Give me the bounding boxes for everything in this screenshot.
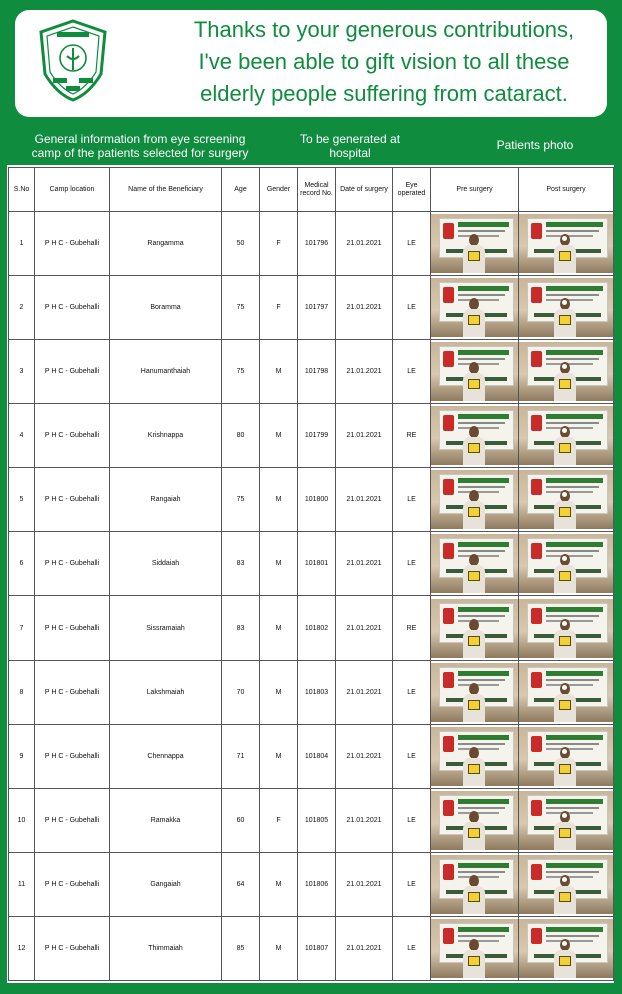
patient-photo-image (519, 278, 613, 337)
banner-text2 (546, 427, 593, 429)
cell-camp-location: P H C - Gubehalli (35, 916, 110, 980)
eye-patch (562, 685, 567, 690)
banner-title (458, 286, 509, 291)
cell-age: 60 (222, 788, 260, 852)
banner-seal (531, 928, 542, 944)
name-placard (468, 636, 480, 646)
caption-hospital: To be generated at hospital (299, 132, 401, 160)
pre-surgery-photo (431, 916, 519, 980)
cell-gender: M (260, 916, 298, 980)
banner-seal (531, 351, 542, 367)
header-post-surgery: Post surgery (519, 168, 614, 212)
patient-photo-image (519, 791, 613, 850)
cell-camp-location: P H C - Gubehalli (35, 532, 110, 596)
banner-title (546, 286, 603, 291)
cell-date-of-surgery: 21.01.2021 (336, 468, 393, 532)
cell-camp-location: P H C - Gubehalli (35, 404, 110, 468)
cell-gender: M (260, 852, 298, 916)
cell-gender: F (260, 788, 298, 852)
cell-beneficiary-name: Thimmaiah (110, 916, 222, 980)
banner-seal (531, 415, 542, 431)
cell-beneficiary-name: Rangamma (110, 212, 222, 276)
cell-eye-operated: RE (393, 404, 431, 468)
patient-photo-image (431, 919, 518, 978)
post-surgery-photo (519, 212, 614, 276)
pre-surgery-photo (431, 468, 519, 532)
thanks-line-2: I've been able to gift vision to all these (198, 49, 570, 74)
cell-age: 85 (222, 916, 260, 980)
cell-beneficiary-name: Chennappa (110, 724, 222, 788)
cell-medical-record: 101802 (298, 596, 336, 660)
banner-text1 (458, 486, 505, 488)
header-banner (15, 10, 607, 117)
banner-title (546, 607, 603, 612)
banner-seal (443, 543, 454, 559)
cell-camp-location: P H C - Gubehalli (35, 596, 110, 660)
cell-gender: F (260, 276, 298, 340)
post-surgery-photo (519, 532, 614, 596)
pre-surgery-photo (431, 532, 519, 596)
patient-head (469, 683, 479, 695)
table-row (9, 532, 614, 596)
banner-seal (531, 543, 542, 559)
banner-title (458, 350, 509, 355)
name-placard (468, 764, 480, 774)
cell-date-of-surgery: 21.01.2021 (336, 660, 393, 724)
table-row (9, 916, 614, 980)
cell-age: 75 (222, 340, 260, 404)
patient-photo-image (431, 406, 518, 465)
patients-table (8, 167, 614, 981)
cell-beneficiary-name: Boramma (110, 276, 222, 340)
name-placard (559, 443, 571, 453)
banner-text2 (546, 876, 593, 878)
cell-sno: 2 (9, 276, 35, 340)
name-placard (559, 892, 571, 902)
name-placard (559, 379, 571, 389)
patient-photo-image (519, 470, 613, 529)
patient-photo-image (431, 214, 518, 273)
banner-seal (531, 736, 542, 752)
banner-seal (443, 928, 454, 944)
banner-title (546, 735, 603, 740)
banner-text1 (546, 743, 599, 745)
cell-beneficiary-name: Siddaiah (110, 532, 222, 596)
cell-gender: M (260, 404, 298, 468)
banner-text1 (546, 679, 599, 681)
banner-title (546, 799, 603, 804)
banner-seal (443, 864, 454, 880)
banner-title (458, 478, 509, 483)
name-placard (559, 636, 571, 646)
banner-seal (443, 415, 454, 431)
cell-eye-operated: LE (393, 340, 431, 404)
banner-seal (443, 800, 454, 816)
patient-photo-image (519, 599, 613, 658)
name-placard (468, 443, 480, 453)
patient-photo-image (431, 470, 518, 529)
patient-photo-image (519, 663, 613, 722)
cell-age: 71 (222, 724, 260, 788)
cell-date-of-surgery: 21.01.2021 (336, 404, 393, 468)
cell-beneficiary-name: Lakshmaiah (110, 660, 222, 724)
cell-sno: 11 (9, 852, 35, 916)
post-surgery-photo (519, 468, 614, 532)
cell-eye-operated: LE (393, 660, 431, 724)
post-surgery-photo (519, 852, 614, 916)
name-placard (468, 571, 480, 581)
cell-medical-record: 101798 (298, 340, 336, 404)
cell-sno: 9 (9, 724, 35, 788)
post-surgery-photo (519, 724, 614, 788)
cell-camp-location: P H C - Gubehalli (35, 852, 110, 916)
banner-text1 (546, 358, 599, 360)
cell-eye-operated: LE (393, 724, 431, 788)
banner-seal (443, 736, 454, 752)
table-row (9, 468, 614, 532)
cell-camp-location: P H C - Gubehalli (35, 660, 110, 724)
banner-seal (443, 223, 454, 239)
patients-panel (7, 165, 614, 983)
banner-seal (443, 287, 454, 303)
banner-text2 (546, 620, 593, 622)
cell-gender: M (260, 532, 298, 596)
cell-camp-location: P H C - Gubehalli (35, 468, 110, 532)
banner-text1 (546, 615, 599, 617)
banner-text1 (546, 230, 599, 232)
cell-eye-operated: LE (393, 532, 431, 596)
banner-text1 (458, 550, 505, 552)
banner-text2 (546, 491, 593, 493)
banner-title (458, 671, 509, 676)
cell-medical-record: 101804 (298, 724, 336, 788)
banner-title (458, 414, 509, 419)
pre-surgery-photo (431, 788, 519, 852)
banner-seal (531, 223, 542, 239)
header-beneficiary: Name of the Beneficiary (110, 168, 222, 212)
cell-medical-record: 101796 (298, 212, 336, 276)
cell-eye-operated: LE (393, 788, 431, 852)
banner-title (458, 735, 509, 740)
thanks-line-1: Thanks to your generous contributions, (193, 17, 575, 42)
caption-photos: Patients photo (496, 138, 574, 152)
cell-age: 83 (222, 596, 260, 660)
cell-eye-operated: LE (393, 852, 431, 916)
cell-gender: M (260, 724, 298, 788)
banner-text1 (458, 807, 505, 809)
pre-surgery-photo (431, 212, 519, 276)
name-placard (468, 379, 480, 389)
cell-sno: 8 (9, 660, 35, 724)
banner-text1 (546, 807, 599, 809)
name-placard (559, 828, 571, 838)
banner-text1 (458, 935, 505, 937)
banner-text2 (546, 235, 593, 237)
cell-sno: 5 (9, 468, 35, 532)
banner-seal (531, 287, 542, 303)
banner-text1 (458, 294, 505, 296)
cell-camp-location: P H C - Gubehalli (35, 276, 110, 340)
cell-medical-record: 101800 (298, 468, 336, 532)
cell-age: 50 (222, 212, 260, 276)
banner-seal (443, 479, 454, 495)
name-placard (559, 507, 571, 517)
table-row (9, 404, 614, 468)
banner-text1 (546, 871, 599, 873)
patient-photo-image (431, 278, 518, 337)
cell-sno: 1 (9, 212, 35, 276)
patient-head (469, 811, 479, 823)
patient-head (469, 619, 479, 631)
banner-title (458, 222, 509, 227)
table-row (9, 788, 614, 852)
cell-eye-operated: LE (393, 468, 431, 532)
banner-text1 (546, 550, 599, 552)
cell-age: 64 (222, 852, 260, 916)
name-placard (468, 828, 480, 838)
name-placard (468, 700, 480, 710)
banner-title (458, 607, 509, 612)
cell-medical-record: 101801 (298, 532, 336, 596)
patient-head (469, 747, 479, 759)
banner-text1 (458, 422, 505, 424)
table-row (9, 276, 614, 340)
banner-title (546, 350, 603, 355)
banner-text2 (546, 812, 593, 814)
cell-medical-record: 101806 (298, 852, 336, 916)
post-surgery-photo (519, 404, 614, 468)
cell-age: 70 (222, 660, 260, 724)
cell-medical-record: 101803 (298, 660, 336, 724)
eye-patch (562, 749, 567, 754)
banner-title (546, 671, 603, 676)
table-header-row (9, 168, 614, 212)
banner-text1 (546, 422, 599, 424)
cell-eye-operated: LE (393, 212, 431, 276)
name-placard (559, 251, 571, 261)
header-eye-operated: Eye operated (393, 168, 431, 212)
patient-photo-image (431, 727, 518, 786)
name-placard (468, 251, 480, 261)
cell-camp-location: P H C - Gubehalli (35, 212, 110, 276)
name-placard (559, 315, 571, 325)
caption-general-info: General information from eye screening camp of the patients selected for surgery (31, 132, 249, 160)
banner-seal (443, 351, 454, 367)
banner-text2 (546, 940, 593, 942)
cell-date-of-surgery: 21.01.2021 (336, 788, 393, 852)
cell-eye-operated: RE (393, 596, 431, 660)
name-placard (468, 956, 480, 966)
table-row (9, 724, 614, 788)
cell-sno: 12 (9, 916, 35, 980)
cell-beneficiary-name: Sissramaiah (110, 596, 222, 660)
header-age: Age (222, 168, 260, 212)
cell-sno: 7 (9, 596, 35, 660)
banner-seal (531, 672, 542, 688)
cell-date-of-surgery: 21.01.2021 (336, 916, 393, 980)
pre-surgery-photo (431, 852, 519, 916)
cell-beneficiary-name: Ramakka (110, 788, 222, 852)
post-surgery-photo (519, 276, 614, 340)
header-medical-record: Medical record No. (298, 168, 336, 212)
post-surgery-photo (519, 916, 614, 980)
cell-sno: 3 (9, 340, 35, 404)
patient-photo-image (431, 791, 518, 850)
cell-eye-operated: LE (393, 276, 431, 340)
banner-seal (443, 608, 454, 624)
patient-photo-image (519, 342, 613, 401)
header-date-of-surgery: Date of surgery (336, 168, 393, 212)
patient-photo-image (431, 342, 518, 401)
name-placard (559, 571, 571, 581)
patient-photo-image (431, 534, 518, 593)
post-surgery-photo (519, 788, 614, 852)
banner-text1 (458, 615, 505, 617)
patient-photo-image (519, 534, 613, 593)
cell-date-of-surgery: 21.01.2021 (336, 276, 393, 340)
cell-gender: M (260, 340, 298, 404)
cell-sno: 10 (9, 788, 35, 852)
banner-seal (531, 479, 542, 495)
pre-surgery-photo (431, 724, 519, 788)
banner-title (546, 863, 603, 868)
cell-date-of-surgery: 21.01.2021 (336, 340, 393, 404)
banner-text2 (546, 684, 593, 686)
banner-text1 (458, 679, 505, 681)
cell-date-of-surgery: 21.01.2021 (336, 532, 393, 596)
name-placard (559, 700, 571, 710)
banner-title (458, 863, 509, 868)
banner-title (546, 927, 603, 932)
banner-text1 (546, 935, 599, 937)
cell-eye-operated: LE (393, 916, 431, 980)
banner-text1 (458, 871, 505, 873)
cell-date-of-surgery: 21.01.2021 (336, 596, 393, 660)
banner-seal (531, 608, 542, 624)
cell-medical-record: 101797 (298, 276, 336, 340)
patient-photo-image (431, 599, 518, 658)
banner-title (546, 414, 603, 419)
header-gender: Gender (260, 168, 298, 212)
banner-title (546, 478, 603, 483)
banner-title (458, 799, 509, 804)
name-placard (468, 892, 480, 902)
cell-medical-record: 101807 (298, 916, 336, 980)
pre-surgery-photo (431, 596, 519, 660)
cell-age: 75 (222, 276, 260, 340)
cell-age: 75 (222, 468, 260, 532)
cell-beneficiary-name: Rangaiah (110, 468, 222, 532)
cell-medical-record: 101799 (298, 404, 336, 468)
banner-title (546, 542, 603, 547)
banner-text2 (546, 299, 593, 301)
banner-text1 (458, 230, 505, 232)
cell-camp-location: P H C - Gubehalli (35, 788, 110, 852)
name-placard (559, 956, 571, 966)
cell-camp-location: P H C - Gubehalli (35, 724, 110, 788)
banner-title (458, 542, 509, 547)
header-camp-location: Camp location (35, 168, 110, 212)
patient-photo-image (519, 214, 613, 273)
thanks-message (165, 14, 603, 110)
cell-medical-record: 101805 (298, 788, 336, 852)
post-surgery-photo (519, 340, 614, 404)
banner-seal (531, 864, 542, 880)
cell-age: 80 (222, 404, 260, 468)
cell-beneficiary-name: Gangaiah (110, 852, 222, 916)
table-row (9, 212, 614, 276)
cell-sno: 4 (9, 404, 35, 468)
banner-text1 (546, 486, 599, 488)
banner-text1 (458, 358, 505, 360)
pre-surgery-photo (431, 660, 519, 724)
patient-photo-image (519, 919, 613, 978)
banner-text2 (546, 748, 593, 750)
banner-title (546, 222, 603, 227)
cell-beneficiary-name: Hanumanthaiah (110, 340, 222, 404)
cell-gender: M (260, 596, 298, 660)
banner-title (458, 927, 509, 932)
header-pre-surgery: Pre surgery (431, 168, 519, 212)
patient-photo-image (519, 406, 613, 465)
banner-text2 (546, 363, 593, 365)
post-surgery-photo (519, 660, 614, 724)
table-row (9, 660, 614, 724)
school-crest-logo (37, 18, 109, 102)
banner-seal (531, 800, 542, 816)
post-surgery-photo (519, 596, 614, 660)
cell-date-of-surgery: 21.01.2021 (336, 852, 393, 916)
pre-surgery-photo (431, 276, 519, 340)
cell-gender: M (260, 660, 298, 724)
patient-photo-image (519, 855, 613, 914)
banner-seal (443, 672, 454, 688)
name-placard (468, 315, 480, 325)
cell-gender: M (260, 468, 298, 532)
cell-date-of-surgery: 21.01.2021 (336, 212, 393, 276)
patient-photo-image (431, 663, 518, 722)
cell-camp-location: P H C - Gubehalli (35, 340, 110, 404)
eye-patch (562, 621, 567, 626)
table-row (9, 852, 614, 916)
cell-gender: F (260, 212, 298, 276)
patient-photo-image (519, 727, 613, 786)
cell-sno: 6 (9, 532, 35, 596)
cell-age: 83 (222, 532, 260, 596)
cell-date-of-surgery: 21.01.2021 (336, 724, 393, 788)
table-row (9, 340, 614, 404)
pre-surgery-photo (431, 404, 519, 468)
name-placard (468, 507, 480, 517)
banner-text1 (458, 743, 505, 745)
thanks-line-3: elderly people suffering from cataract. (200, 81, 568, 106)
header-sno: S.No (9, 168, 35, 212)
eye-patch (562, 813, 567, 818)
name-placard (559, 764, 571, 774)
cell-beneficiary-name: Krishnappa (110, 404, 222, 468)
banner-text2 (546, 555, 593, 557)
table-row (9, 596, 614, 660)
banner-text1 (546, 294, 599, 296)
pre-surgery-photo (431, 340, 519, 404)
patient-photo-image (431, 855, 518, 914)
